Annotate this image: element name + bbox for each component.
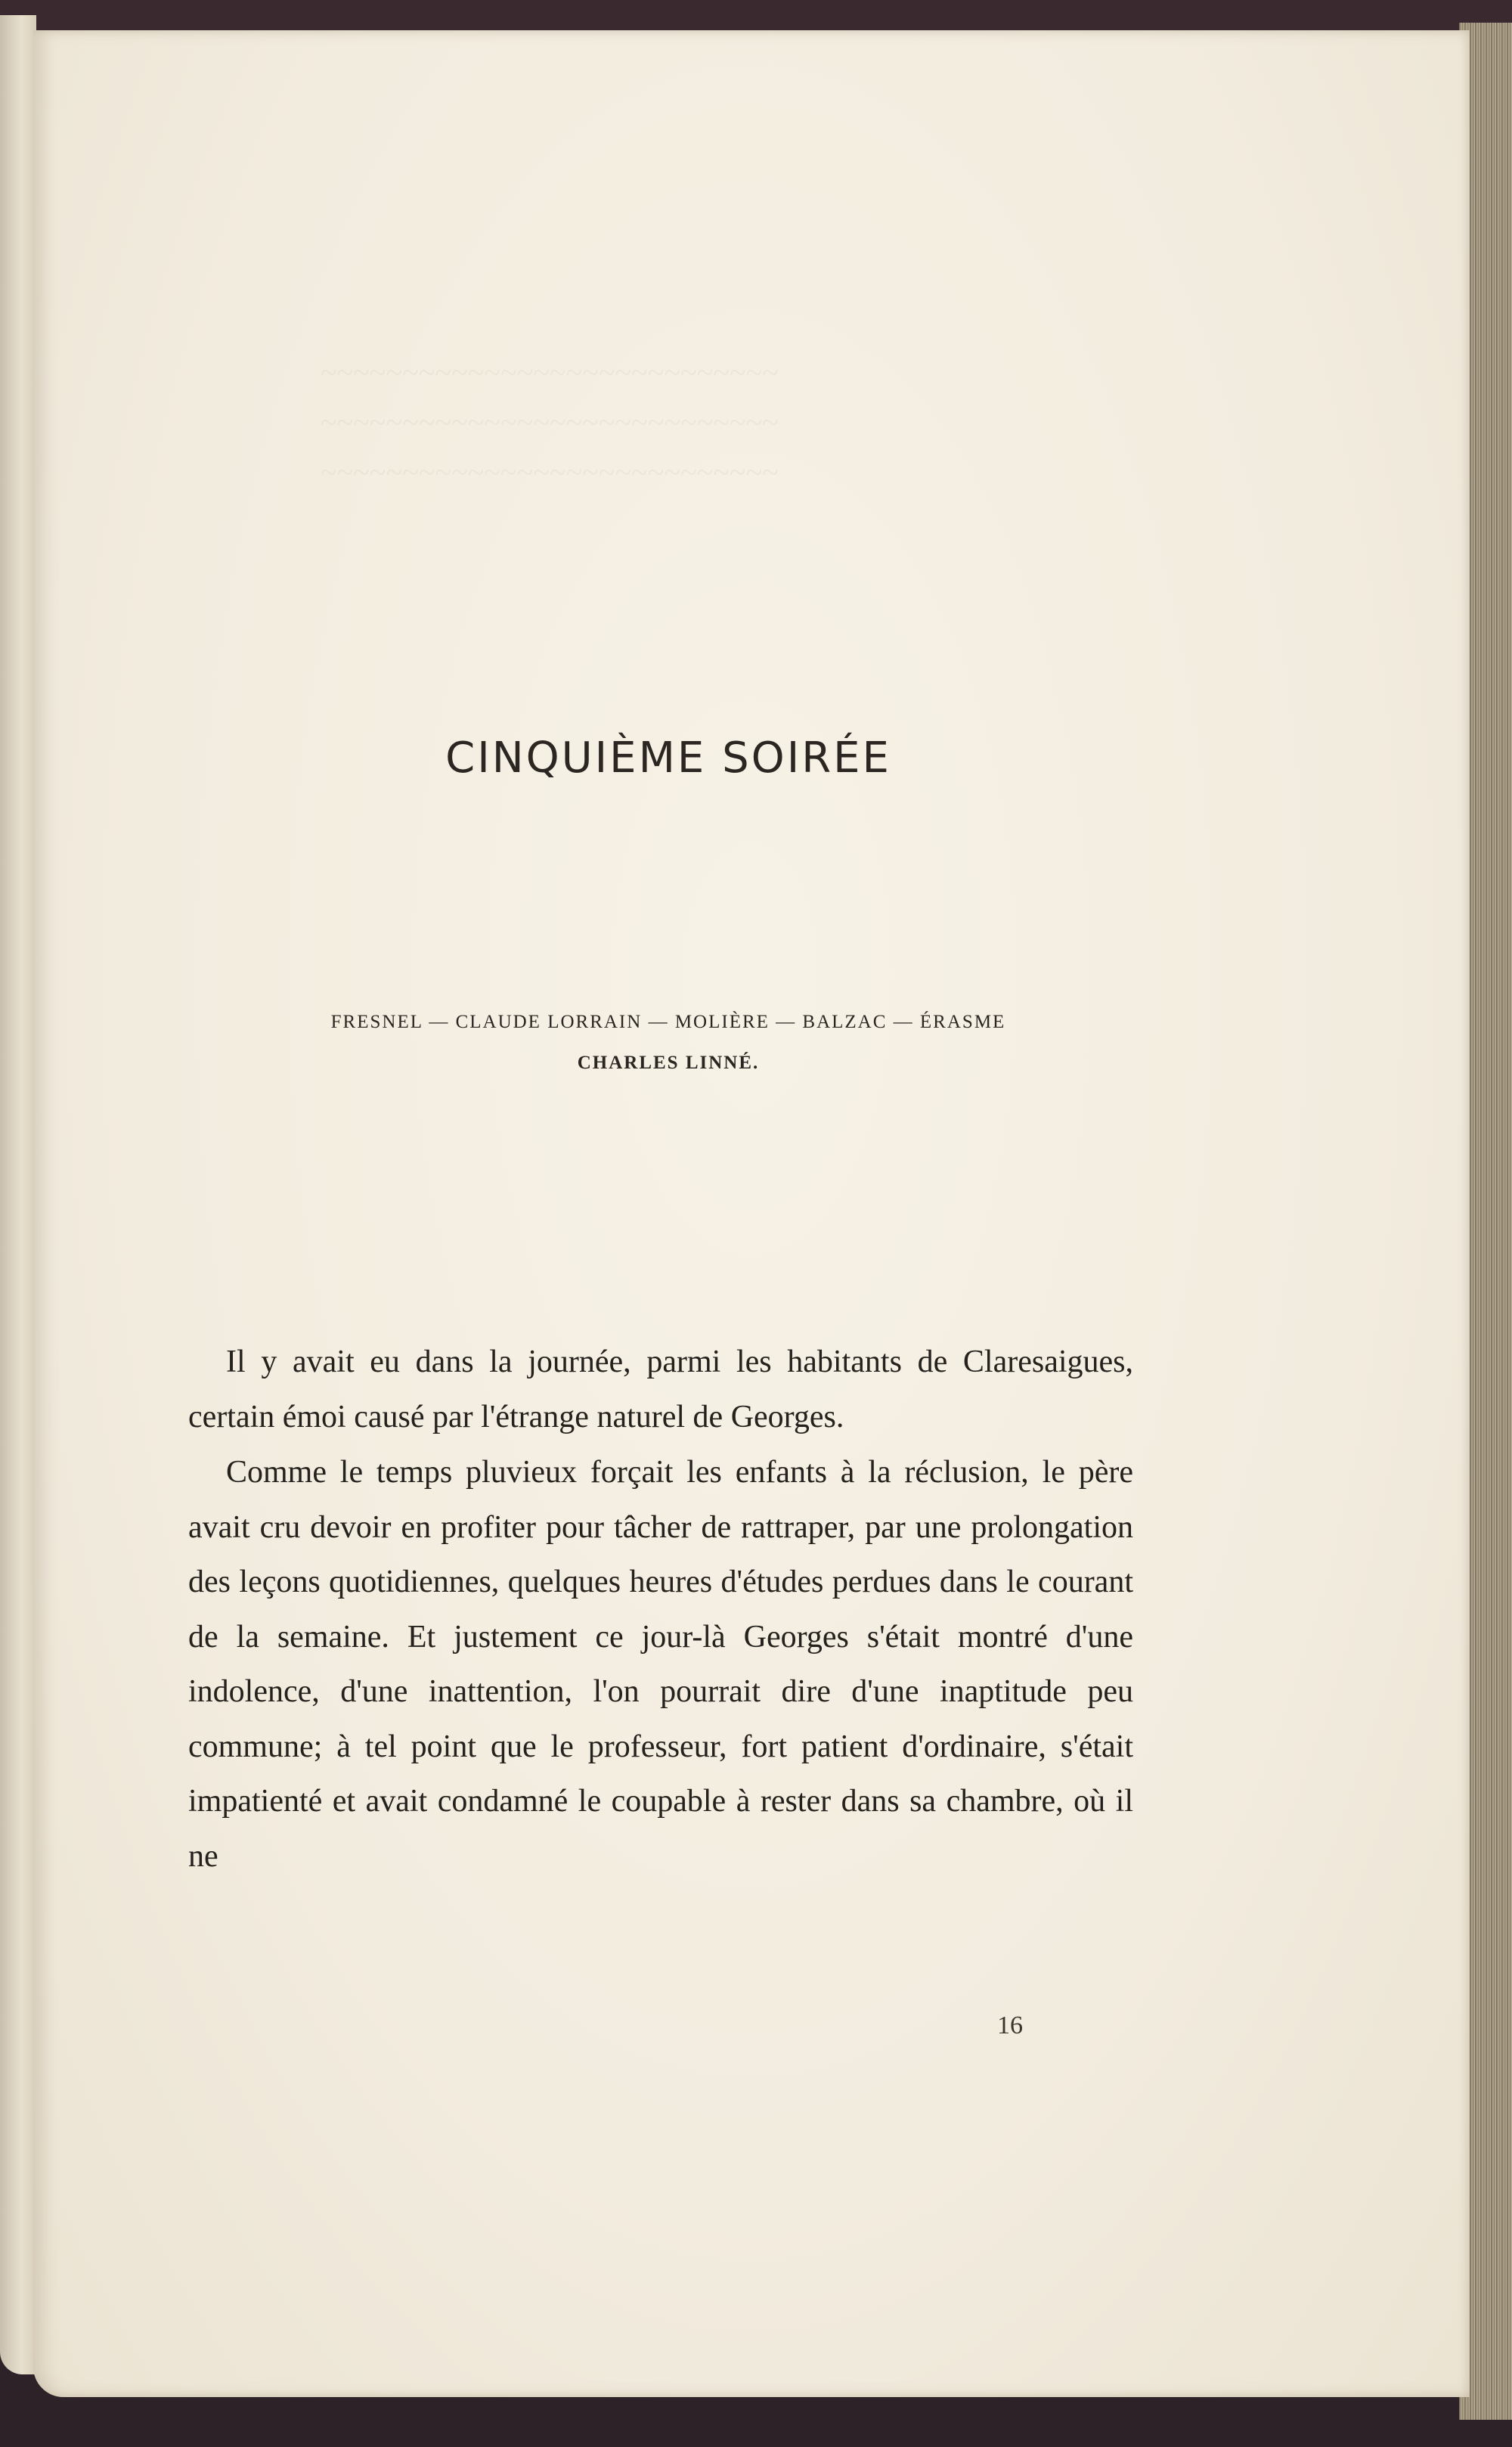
page-number: 16	[997, 2011, 1023, 2039]
chapter-summary-line-1: FRESNEL — CLAUDE LORRAIN — MOLIÈRE — BALZAC — ÉRASME	[330, 1012, 1006, 1032]
book-page	[33, 30, 1470, 2397]
chapter-summary-line-2: CHARLES LINNÉ.	[577, 1053, 760, 1073]
show-through-text: ~~~~~~~~~~~~~~~~~~~~~~~~~~~~ ~~~~~~~~~~~~~~~~~~~~~~~~~~~~ ~~~~~~~~~~~~~~~~~~~~~~~~~~~~	[321, 355, 779, 489]
paragraph-2: Comme le temps pluvieux forçait les enfants à la réclusion, le père avait cru devoir en profiter pour tâcher de rattraper, par une prolongation des leçons quotidiennes, quelques heures d'études perdues dans le courant de la semaine. Et justement ce jour-là Georges s'était montré d'une indolence, d'une inattention, l'on pourrait dire d'une inaptitude peu commune; à tel point que le professeur, fort patient d'ordinaire, s'était impatienté et avait condamné le coupable à rester dans sa chambre, où il ne	[188, 1455, 1133, 1874]
left-page-edge	[0, 15, 36, 2374]
paragraph-1: Il y avait eu dans la journée, parmi les habitants de Claresaigues, certain émoi causé par l'étrange naturel de Georges.	[188, 1344, 1133, 1434]
chapter-title: CINQUIÈME SOIRÉE	[445, 733, 891, 783]
body-text	[188, 1335, 1133, 1884]
